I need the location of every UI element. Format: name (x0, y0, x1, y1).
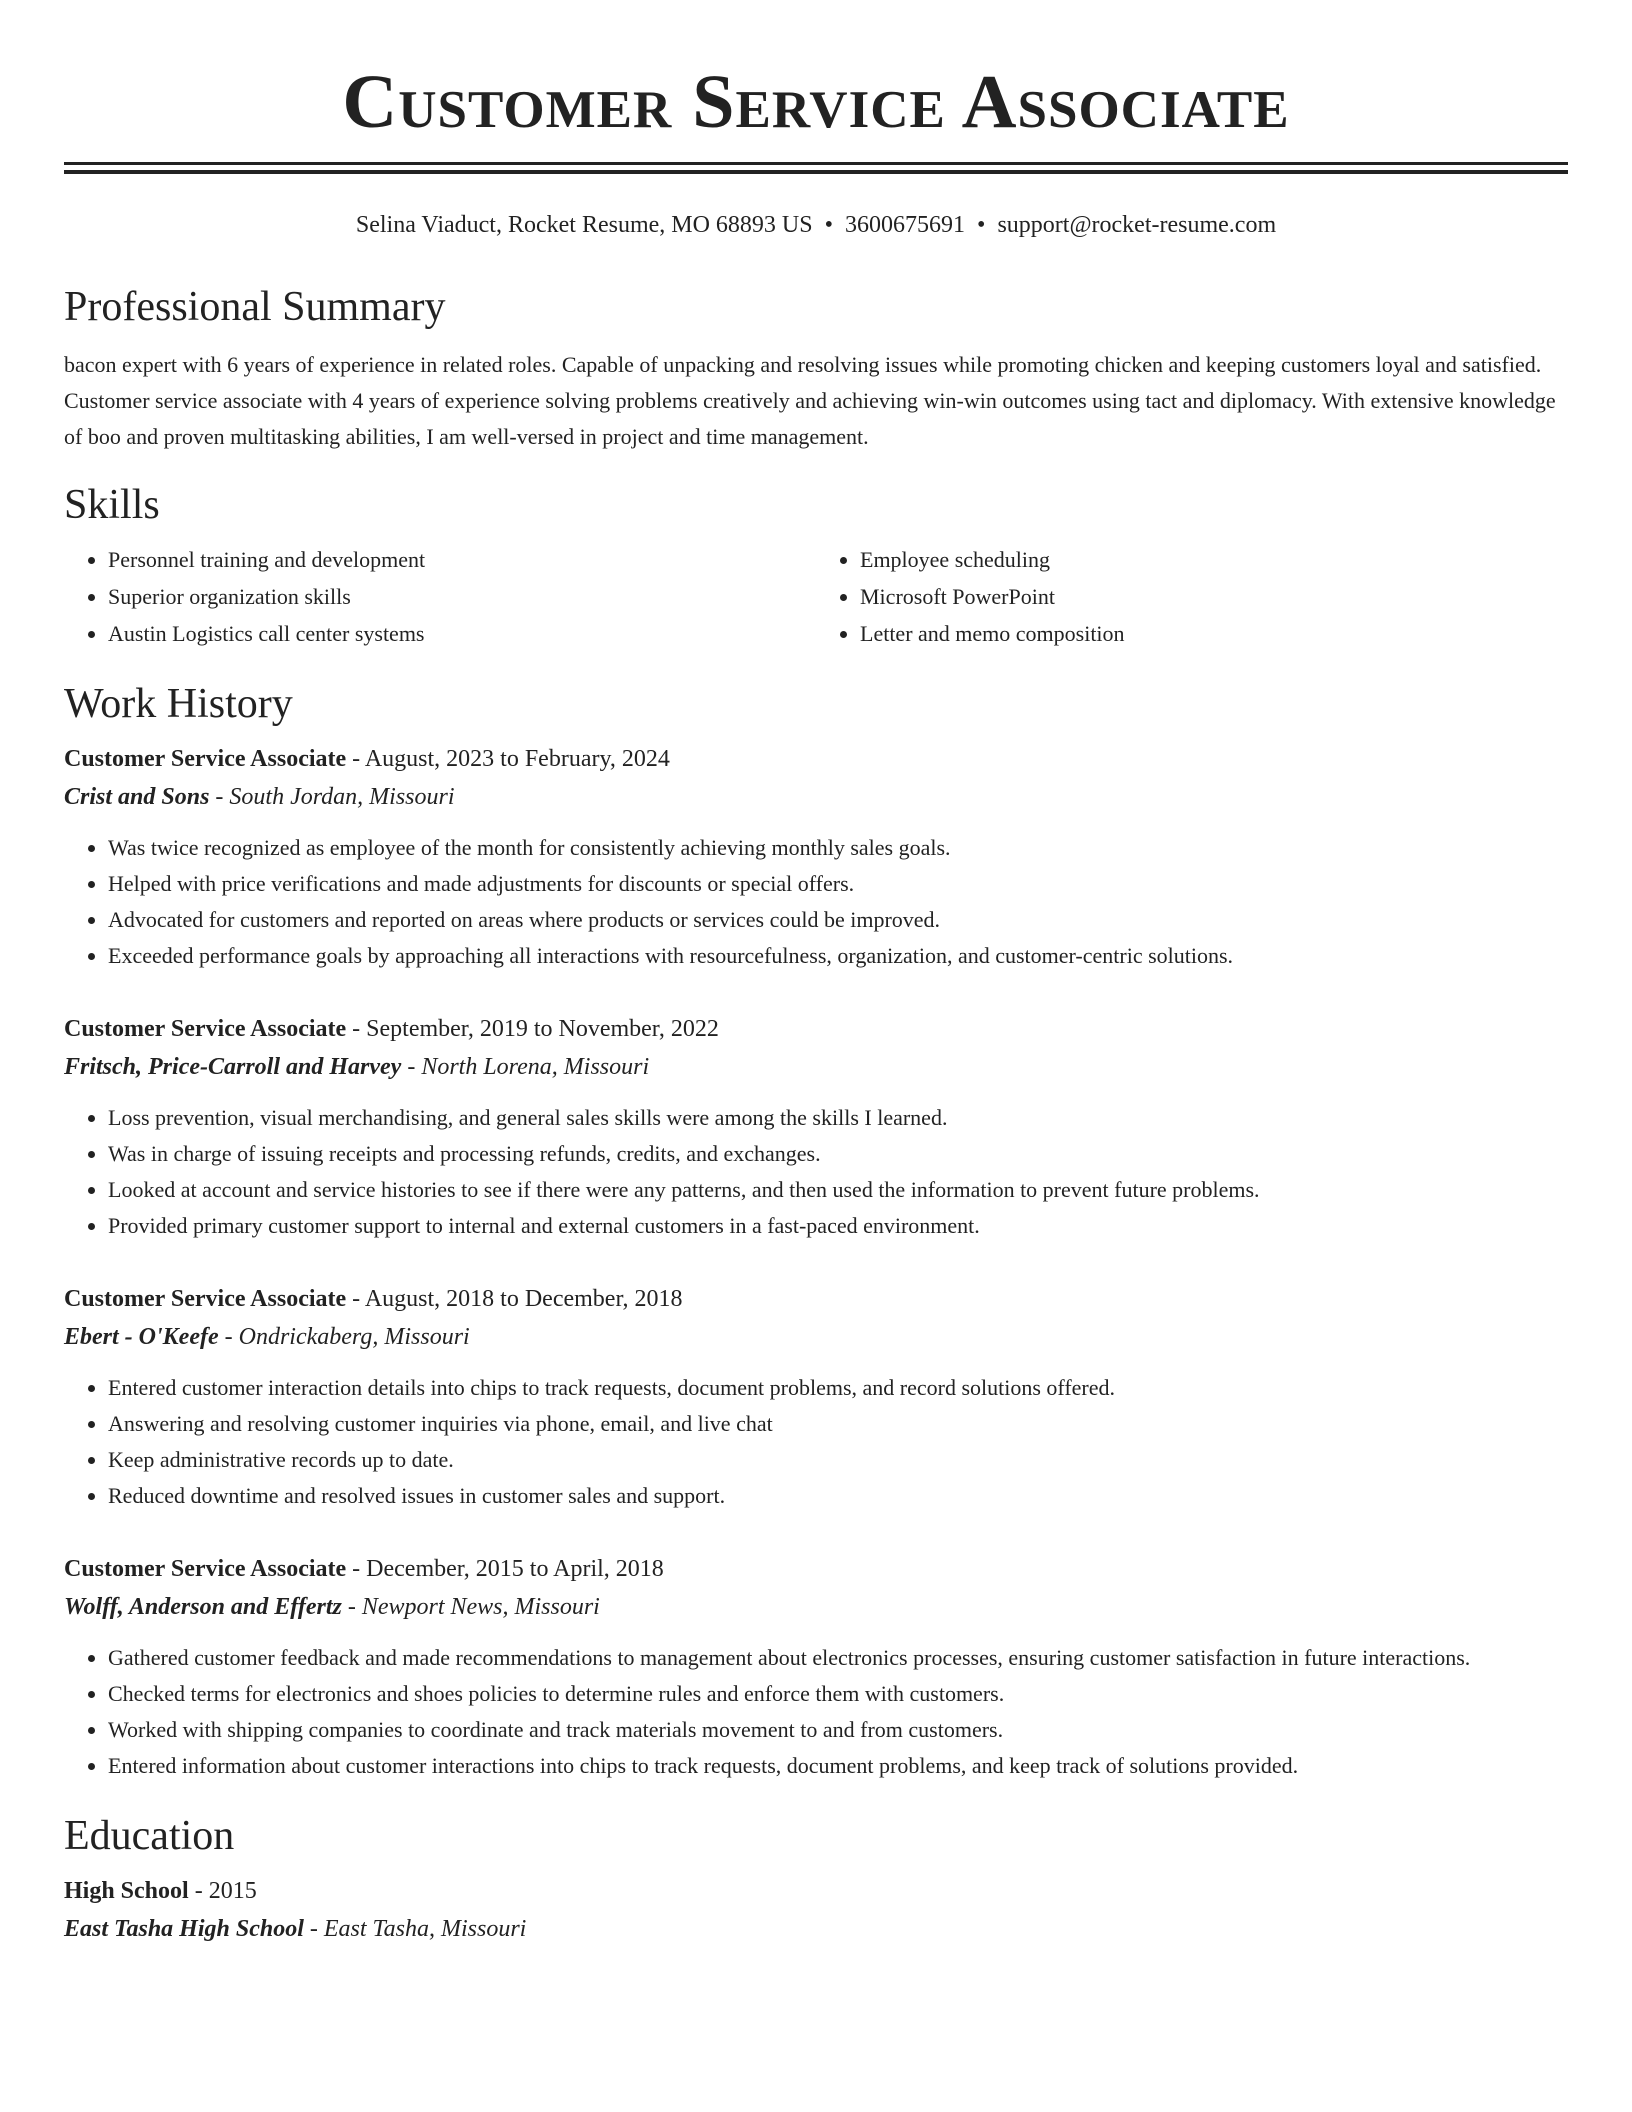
education-degree: High School (64, 1878, 189, 1904)
skills-column-right (816, 541, 1568, 652)
skill-item: • Austin Logistics call center systems (108, 615, 816, 652)
job-title: Customer Service Associate (64, 1556, 347, 1582)
job-bullet: • Was in charge of issuing receipts and processing refunds, credits, and exchanges. (108, 1136, 1568, 1172)
job-bullet: • Gathered customer feedback and made recommendations to management about electronics processes, ensuring customer satisfaction in future interactions. (108, 1640, 1568, 1676)
job-dates: - August, 2023 to February, 2024 (346, 746, 670, 772)
education-entry (64, 1872, 1568, 1948)
job-bullet: • Reduced downtime and resolved issues in customer sales and support. (108, 1478, 1568, 1514)
education-school-line (64, 1910, 1568, 1948)
job-bullet: • Entered information about customer interactions into chips to track requests, document problems, and keep track of solutions provided. (108, 1748, 1568, 1784)
job-title-line (64, 1280, 1568, 1318)
skills-column-left (64, 541, 816, 652)
job-title-line (64, 1010, 1568, 1048)
job-title-line (64, 1550, 1568, 1588)
job-title: Customer Service Associate (64, 1016, 347, 1042)
job-company: Fritsch, Price-Carroll and Harvey (64, 1054, 402, 1080)
skills-heading: Skills (64, 482, 160, 528)
job-bullets (64, 1370, 1568, 1514)
job-location: - Newport News, Missouri (341, 1594, 600, 1620)
job-title: Customer Service Associate (64, 746, 347, 772)
job-title-line (64, 740, 1568, 778)
education-school: East Tasha High School (64, 1916, 304, 1942)
summary-text: bacon expert with 6 years of experience in related roles. Capable of unpacking and resolving issues while promoting chicken and keeping customers loyal and satisfied. Customer service associate with 4 years of experience solving problems creatively and achieving win-win outcomes using tact and diplomacy. With extensive knowledge of boo and proven multitasking abilities, I am well-versed in project and time management. (64, 352, 1556, 449)
job-bullet: • Provided primary customer support to internal and external customers in a fast-paced environment. (108, 1208, 1568, 1244)
job-bullet: • Advocated for customers and reported on areas where products or services could be improved. (108, 902, 1568, 938)
education-heading: Education (64, 1813, 235, 1859)
contact-separator: • (824, 212, 834, 238)
job-dates: - December, 2015 to April, 2018 (346, 1556, 664, 1582)
job-company-line (64, 1318, 1568, 1356)
job-entry (64, 1010, 1568, 1244)
job-company: Wolff, Anderson and Effertz (64, 1594, 342, 1620)
skill-item: • Microsoft PowerPoint (860, 578, 1568, 615)
job-bullets (64, 830, 1568, 974)
education-year: - 2015 (188, 1878, 257, 1904)
job-location: - Ondrickaberg, Missouri (218, 1324, 470, 1350)
education-degree-line (64, 1872, 1568, 1910)
work-history-heading: Work History (64, 681, 293, 727)
job-bullet: • Entered customer interaction details into chips to track requests, document problems, and record solutions offered. (108, 1370, 1568, 1406)
skill-item: • Letter and memo composition (860, 615, 1568, 652)
job-company-line (64, 1588, 1568, 1626)
education-location: - East Tasha, Missouri (303, 1916, 527, 1942)
job-company-line (64, 1048, 1568, 1086)
job-company-line (64, 778, 1568, 816)
contact-address: Selina Viaduct, Rocket Resume, MO 68893 US (355, 212, 813, 238)
job-bullets (64, 1100, 1568, 1244)
job-bullet: • Keep administrative records up to date. (108, 1442, 1568, 1478)
job-dates: - September, 2019 to November, 2022 (346, 1016, 719, 1042)
job-dates: - August, 2018 to December, 2018 (346, 1286, 683, 1312)
title-divider (64, 162, 1568, 174)
skill-item: • Superior organization skills (108, 578, 816, 615)
job-bullet: • Helped with price verifications and made adjustments for discounts or special offers. (108, 866, 1568, 902)
skills-list (64, 541, 1568, 652)
contact-line (64, 209, 1568, 241)
job-company: Ebert - O'Keefe (64, 1324, 219, 1350)
job-location: - North Lorena, Missouri (401, 1054, 650, 1080)
job-entry (64, 740, 1568, 974)
job-bullet: • Looked at account and service histories to see if there were any patterns, and then used the information to prevent future problems. (108, 1172, 1568, 1208)
job-bullet: • Worked with shipping companies to coordinate and track materials movement to and from customers. (108, 1712, 1568, 1748)
contact-separator: • (977, 212, 986, 238)
resume-title: Customer Service Associate (342, 60, 1290, 144)
job-bullet: • Loss prevention, visual merchandising, and general sales skills were among the skills I learned. (108, 1100, 1568, 1136)
job-bullet: • Was twice recognized as employee of the month for consistently achieving monthly sales goals. (108, 830, 1568, 866)
skill-item: • Employee scheduling (860, 541, 1568, 578)
contact-email: support@rocket-resume.com (997, 212, 1277, 238)
job-bullets (64, 1640, 1568, 1784)
job-location: - South Jordan, Missouri (209, 784, 455, 810)
skill-item: • Personnel training and development (108, 541, 816, 578)
job-entry (64, 1280, 1568, 1514)
contact-phone: 3600675691 (845, 212, 966, 238)
job-bullet: • Checked terms for electronics and shoes policies to determine rules and enforce them with customers. (108, 1676, 1568, 1712)
job-entry (64, 1550, 1568, 1784)
summary-heading: Professional Summary (64, 284, 446, 330)
job-company: Crist and Sons (64, 784, 210, 810)
job-title: Customer Service Associate (64, 1286, 347, 1312)
job-bullet: • Exceeded performance goals by approaching all interactions with resourcefulness, organization, and customer-centric solutions. (108, 938, 1568, 974)
job-bullet: • Answering and resolving customer inquiries via phone, email, and live chat (108, 1406, 1568, 1442)
